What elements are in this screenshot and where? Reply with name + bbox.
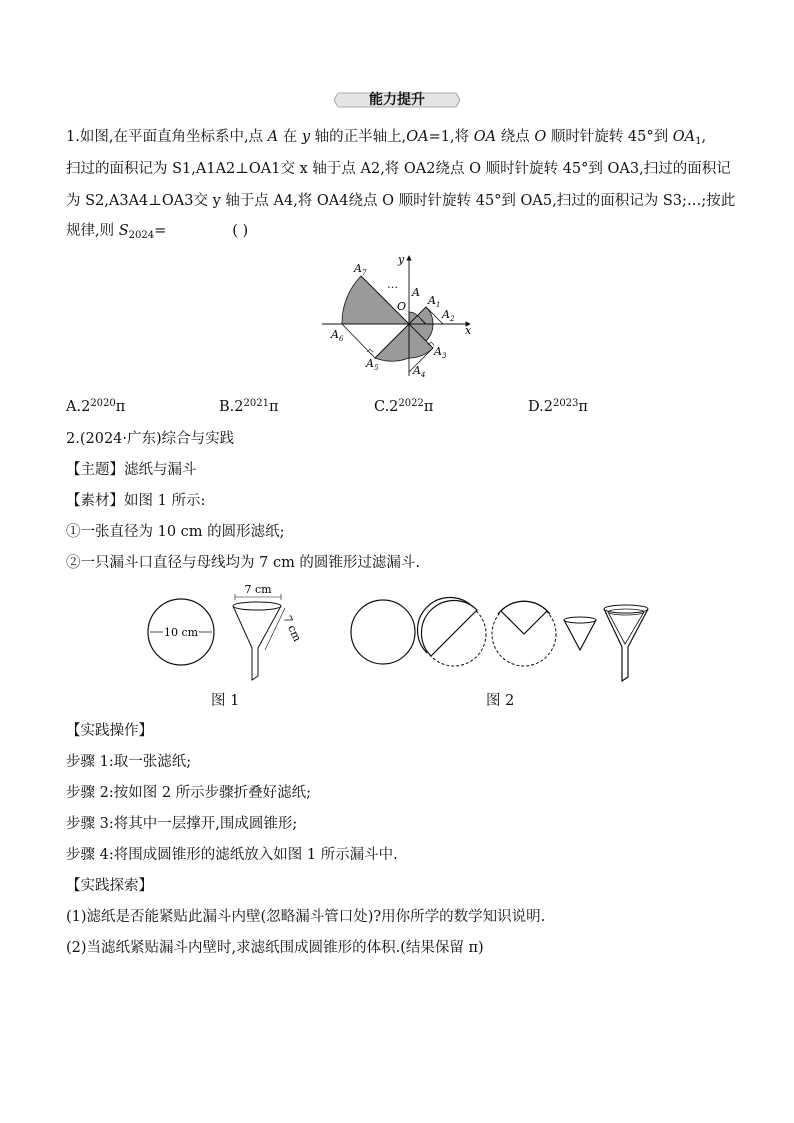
label-a2: $A_2$ [442, 308, 455, 323]
q2-material: 【素材】如图 1 所示: [66, 493, 206, 509]
q2-item-1: ①一张直径为 10 cm 的圆形滤纸; [66, 524, 285, 540]
fold-step-1 [351, 600, 415, 664]
q2-step-4: 步骤 4:将围成圆锥形的滤纸放入如图 1 所示漏斗中. [66, 847, 398, 863]
q2-figure-1 [140, 575, 304, 685]
fold-step-4-cone [564, 617, 596, 650]
q2-explore-heading: 【实践探索】 [66, 878, 153, 894]
fold-step-2 [417, 597, 486, 666]
option-a: $A.2^{2020}\pi$ [66, 398, 126, 415]
section-title: 能力提升 [369, 92, 425, 108]
q2-practice-heading: 【实践操作】 [66, 723, 153, 739]
label-y: y [398, 253, 405, 266]
label-a7: $A_7$ [354, 262, 367, 277]
q2-figure-2 [345, 595, 655, 685]
label-a3: $A_3$ [434, 345, 447, 360]
funnel-body [233, 606, 281, 680]
option-c: $C.2^{2022}\pi$ [374, 398, 434, 415]
q1-line-1: 1.如图,在平面直角坐标系中,点 A 在 y 轴的正半轴上,OA=1,将 OA 绕点 O 顺时针旋转 45°到 $OA_1$, [66, 129, 707, 147]
q2-step-2: 步骤 2:按如图 2 所示步骤折叠好滤纸; [66, 785, 312, 801]
q2-step-1: 步骤 1:取一张滤纸; [66, 754, 192, 770]
label-slant: 7 cm [280, 613, 304, 644]
q2-step-3: 步骤 3:将其中一层撑开,围成圆锥形; [66, 816, 298, 832]
fig2-caption: 图 2 [486, 693, 515, 709]
q2-item-2: ②一只漏斗口直径与母线均为 7 cm 的圆锥形过滤漏斗. [66, 555, 421, 571]
option-b: $B.2^{2021}\pi$ [219, 398, 279, 415]
q2-theme: 【主题】滤纸与漏斗 [66, 462, 197, 478]
fold-step-5-funnel [604, 605, 648, 681]
q1-line-2: 扫过的面积记为 S1,A1A2⊥OA1交 x 轴于点 A2,将 OA2绕点 O 顺时针旋转 45°到 OA3,扫过的面积记 [66, 161, 731, 177]
fig1-caption: 图 1 [211, 693, 240, 709]
label-x: x [465, 324, 472, 337]
q2-subquestion-2: (2)当滤纸紧贴漏斗内壁时,求滤纸围成圆锥形的体积.(结果保留 π) [66, 940, 484, 956]
label-diameter: 10 cm [163, 626, 199, 639]
q2-header: 2.(2024·广东)综合与实践 [66, 431, 235, 447]
label-a1: $A_1$ [428, 294, 441, 309]
label-dots: … [387, 278, 398, 291]
q2-subquestion-1: (1)滤纸是否能紧贴此漏斗内壁(忽略漏斗管口处)?用你所学的数学知识说明. [66, 909, 546, 925]
q1-line-3: 为 S2,A3A4⊥OA3交 y 轴于点 A4,将 OA4绕点 O 顺时针旋转 45°到 OA5,扫过的面积记为 S3;…;按此 [66, 193, 736, 209]
funnel-rim [233, 602, 281, 610]
fold-step-3 [492, 601, 556, 666]
q1-line-4: 规律,则 $S_{2024}=$ ( ) [66, 223, 249, 241]
label-top-diameter: 7 cm [244, 583, 272, 596]
label-a4: $A_4$ [413, 364, 426, 379]
label-a5: $A_5$ [366, 357, 379, 372]
label-a: A [412, 286, 420, 299]
option-d: $D.2^{2023}\pi$ [528, 398, 588, 415]
label-a6: $A_6$ [331, 328, 344, 343]
label-o: O [397, 300, 407, 313]
q1-spiral-figure [316, 250, 486, 378]
